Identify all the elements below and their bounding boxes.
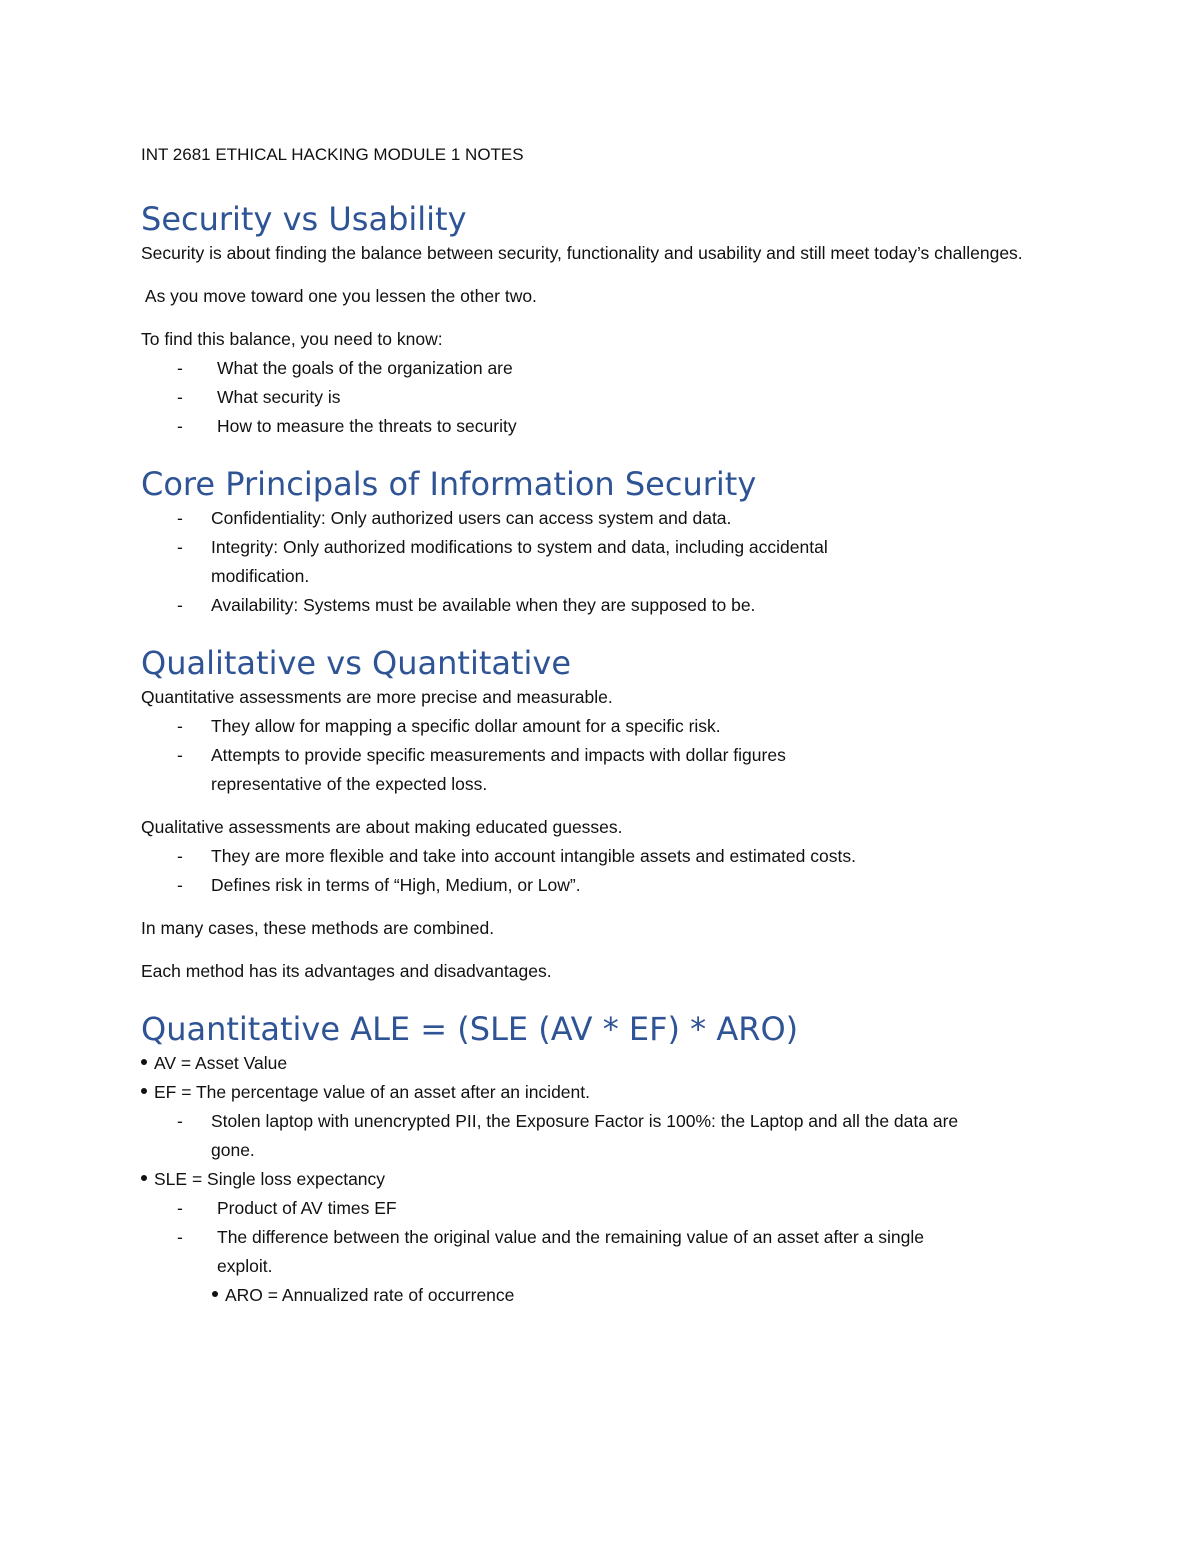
list-item: - Confidentiality: Only authorized users can access system and data. bbox=[141, 504, 861, 533]
paragraph-advantages: Each method has its advantages and disadvantages. bbox=[141, 961, 552, 981]
heading-security-vs-usability: Security vs Usability bbox=[141, 200, 467, 238]
paragraph-qualitative-intro: Qualitative assessments are about making educated guesses. bbox=[141, 817, 623, 837]
bullet-dot-icon bbox=[141, 1059, 147, 1065]
list-item: - Attempts to provide specific measurements and impacts with dollar figures representative of the expected loss. bbox=[141, 741, 901, 799]
list-ef-example bbox=[141, 1107, 1001, 1165]
list-item: - Integrity: Only authorized modifications to system and data, including accidental modification. bbox=[141, 533, 861, 591]
list-sle bbox=[141, 1194, 981, 1281]
heading-core-principals: Core Principals of Information Security bbox=[141, 465, 757, 503]
dash-bullet-icon bbox=[177, 533, 183, 562]
dash-bullet-icon bbox=[177, 741, 183, 770]
list-qualitative bbox=[141, 842, 1001, 900]
list-core-principals bbox=[141, 504, 861, 620]
list-item: - They are more flexible and take into account intangible assets and estimated costs. bbox=[141, 842, 1001, 871]
list-item: - Stolen laptop with unencrypted PII, the Exposure Factor is 100%: the Laptop and all the data are gone. bbox=[141, 1107, 1001, 1165]
dash-bullet-icon bbox=[177, 1194, 183, 1223]
dash-bullet-icon bbox=[177, 871, 183, 900]
bullet-dot-icon bbox=[141, 1088, 147, 1094]
heading-quantitative-ale: Quantitative ALE = (SLE (AV * EF) * ARO) bbox=[141, 1010, 799, 1048]
document-body bbox=[141, 142, 1061, 1310]
paragraph-to-find: To find this balance, you need to know: bbox=[141, 329, 443, 349]
dash-bullet-icon bbox=[177, 1107, 183, 1136]
dash-bullet-icon bbox=[177, 712, 183, 741]
dash-bullet-icon bbox=[177, 842, 183, 871]
paragraph-move-toward: As you move toward one you lessen the other two. bbox=[141, 286, 537, 306]
list-quantitative bbox=[141, 712, 901, 799]
list-need-to-know bbox=[141, 354, 1061, 441]
list-item: - How to measure the threats to security bbox=[141, 412, 1061, 441]
list-item: - What the goals of the organization are bbox=[141, 354, 1061, 383]
list-item: - Availability: Systems must be available when they are supposed to be. bbox=[141, 591, 861, 620]
list-item: - What security is bbox=[141, 383, 1061, 412]
bullet-dot-icon bbox=[212, 1291, 218, 1297]
list-item: - They allow for mapping a specific dollar amount for a specific risk. bbox=[141, 712, 901, 741]
dash-bullet-icon bbox=[177, 504, 183, 533]
dash-bullet-icon bbox=[177, 383, 183, 412]
list-item: - Product of AV times EF bbox=[141, 1194, 981, 1223]
bullet-av: AV = Asset Value bbox=[141, 1049, 1061, 1078]
list-item: - The difference between the original value and the remaining value of an asset after a single exploit. bbox=[141, 1223, 981, 1281]
list-item: - Defines risk in terms of “High, Medium, or Low”. bbox=[141, 871, 1001, 900]
bullet-aro: ARO = Annualized rate of occurrence bbox=[141, 1281, 1061, 1310]
bullet-ef: EF = The percentage value of an asset after an incident. bbox=[141, 1078, 1061, 1107]
paragraph-combined: In many cases, these methods are combined. bbox=[141, 918, 495, 938]
paragraph-balance: Security is about finding the balance between security, functionality and usability and still meet today’s challenges. bbox=[141, 243, 1023, 263]
bullet-sle: SLE = Single loss expectancy bbox=[141, 1165, 1061, 1194]
document-title: INT 2681 ETHICAL HACKING MODULE 1 NOTES bbox=[141, 145, 524, 164]
dash-bullet-icon bbox=[177, 1223, 183, 1252]
bullet-dot-icon bbox=[141, 1175, 147, 1181]
paragraph-quantitative-intro: Quantitative assessments are more precise and measurable. bbox=[141, 687, 613, 707]
dash-bullet-icon bbox=[177, 591, 183, 620]
heading-qualitative-vs-quantitative: Qualitative vs Quantitative bbox=[141, 644, 572, 682]
dash-bullet-icon bbox=[177, 412, 183, 441]
dash-bullet-icon bbox=[177, 354, 183, 383]
